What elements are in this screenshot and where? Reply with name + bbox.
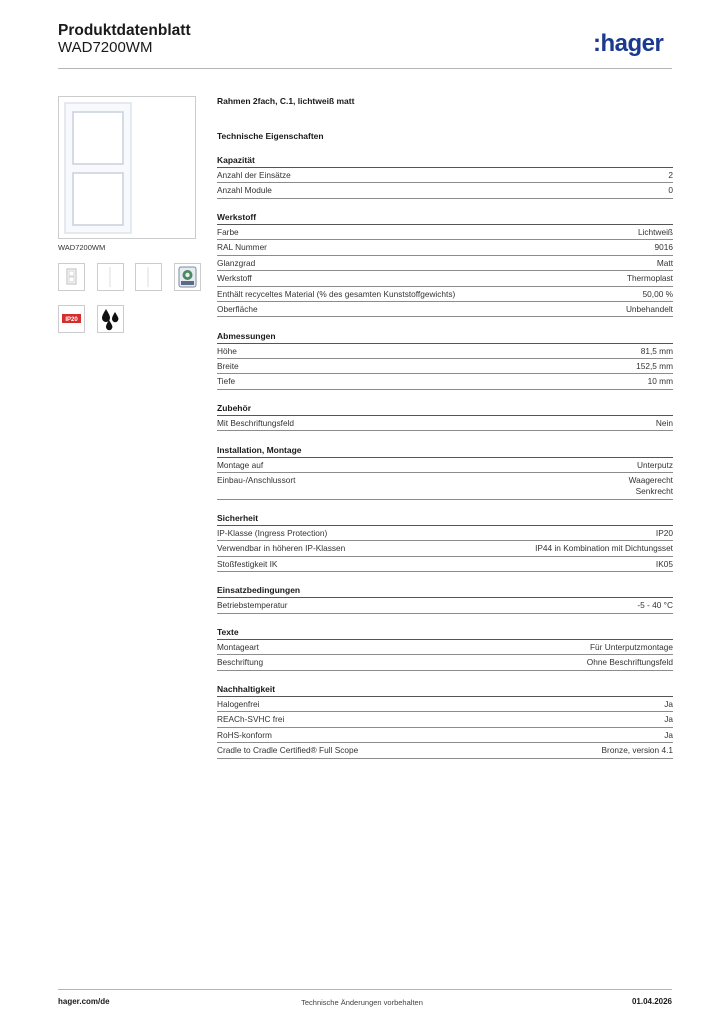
property-label: Werkstoff <box>217 273 252 284</box>
property-section <box>217 402 673 431</box>
property-row <box>217 728 673 743</box>
section-heading: Nachhaltigkeit <box>217 683 673 697</box>
section-spacer <box>217 390 673 402</box>
property-value: IK05 <box>655 558 673 569</box>
property-row <box>217 344 673 359</box>
frame-blank-thumb-2[interactable] <box>135 263 162 291</box>
property-value: 2 <box>668 170 673 180</box>
property-label: Beschriftung <box>217 657 264 668</box>
property-value: Nein <box>655 418 673 429</box>
property-label: Einbau-/Anschlussort <box>217 475 296 486</box>
property-value: 50,00 % <box>642 288 673 299</box>
property-row <box>217 256 673 271</box>
property-section <box>217 330 673 390</box>
property-value: Waagerecht Senkrecht <box>628 475 673 497</box>
property-row <box>217 655 673 670</box>
property-value: Ja <box>664 699 673 710</box>
property-label: Glanzgrad <box>217 257 256 268</box>
property-value: Unbehandelt <box>625 304 673 315</box>
property-row <box>217 743 673 758</box>
property-label: Halogenfrei <box>217 699 260 710</box>
property-value: Bronze, version 4.1 <box>601 745 673 756</box>
property-row <box>217 473 673 500</box>
property-label: RoHS-konform <box>217 729 272 740</box>
section-spacer <box>217 614 673 626</box>
property-row <box>217 240 673 255</box>
property-row <box>217 458 673 473</box>
property-label: Höhe <box>217 345 237 356</box>
property-label: Tiefe <box>217 376 236 387</box>
property-section <box>217 584 673 613</box>
property-value: IP20 <box>655 528 673 539</box>
section-heading: Texte <box>217 626 673 640</box>
property-label: Enthält recyceltes Material (% des gesamten Kunststoffgewichts) <box>217 288 456 299</box>
property-row <box>217 526 673 541</box>
property-label: Montage auf <box>217 459 264 470</box>
ip20-badge-text: IP20 <box>65 317 78 323</box>
property-label: Cradle to Cradle Certified® Full Scope <box>217 745 359 756</box>
property-label: Stoßfestigkeit IK <box>217 558 278 569</box>
frame-blank-thumb-1[interactable] <box>97 263 124 291</box>
frame-single-thumb[interactable] <box>58 263 85 291</box>
section-subtitle: Technische Eigenschaften <box>217 131 324 141</box>
property-section <box>217 444 673 500</box>
water-drops-icon <box>98 306 123 332</box>
section-spacer <box>217 199 673 211</box>
property-label: Oberfläche <box>217 304 258 315</box>
water-drops-thumb[interactable] <box>97 305 124 333</box>
section-spacer <box>217 500 673 512</box>
section-heading: Werkstoff <box>217 211 673 225</box>
property-label: Betriebstemperatur <box>217 600 288 611</box>
product-caption: WAD7200WM <box>58 243 106 252</box>
hager-logo <box>593 28 673 58</box>
property-row <box>217 374 673 389</box>
section-heading: Sicherheit <box>217 512 673 526</box>
property-label: Anzahl Module <box>217 185 272 196</box>
frame-blank-icon <box>98 264 123 290</box>
property-value: Ohne Beschriftungsfeld <box>586 657 673 668</box>
page-title: Produktdatenblatt <box>58 22 191 39</box>
header-divider <box>58 68 672 69</box>
property-row <box>217 697 673 712</box>
ip20-thumb[interactable] <box>58 305 85 333</box>
property-section <box>217 512 673 572</box>
property-row <box>217 271 673 286</box>
property-value: -5 - 40 °C <box>637 600 673 611</box>
property-value: Matt <box>656 257 673 268</box>
property-label: Anzahl der Einsätze <box>217 170 291 180</box>
property-value: 81,5 mm <box>640 345 673 356</box>
property-value: Lichtweiß <box>637 227 673 237</box>
property-row <box>217 640 673 655</box>
section-heading: Abmessungen <box>217 330 673 344</box>
section-spacer <box>217 317 673 329</box>
property-row <box>217 557 673 572</box>
property-section <box>217 211 673 317</box>
section-heading: Kapazität <box>217 154 673 168</box>
property-value: 10 mm <box>647 376 673 387</box>
property-row <box>217 183 673 198</box>
property-row <box>217 287 673 302</box>
property-value: 9016 <box>654 242 673 253</box>
product-code: WAD7200WM <box>58 39 153 56</box>
section-heading: Installation, Montage <box>217 444 673 458</box>
property-row <box>217 359 673 374</box>
property-label: RAL Nummer <box>217 242 267 253</box>
frame-2fach-image <box>59 97 195 238</box>
footer-website[interactable]: hager.com/de <box>58 997 110 1006</box>
property-row <box>217 416 673 431</box>
properties-list <box>217 154 673 759</box>
frame-blank-icon <box>136 264 161 290</box>
property-label: Montageart <box>217 642 259 653</box>
product-image <box>58 96 196 239</box>
property-value: IP44 in Kombination mit Dichtungsset <box>535 543 673 554</box>
footer-divider <box>58 989 672 990</box>
section-spacer <box>217 572 673 584</box>
property-row <box>217 598 673 613</box>
property-label: REACh-SVHC frei <box>217 714 285 725</box>
property-value: Thermoplast <box>626 273 673 284</box>
logo-text: :hager <box>593 30 664 57</box>
section-heading: Einsatzbedingungen <box>217 584 673 598</box>
property-row <box>217 541 673 556</box>
frame-single-icon <box>59 264 84 290</box>
property-label: Mit Beschriftungsfeld <box>217 418 295 429</box>
property-value: Unterputz <box>637 459 673 470</box>
property-row <box>217 712 673 727</box>
property-label: IP-Klasse (Ingress Protection) <box>217 528 328 539</box>
section-heading: Zubehör <box>217 402 673 416</box>
property-label: Breite <box>217 361 239 372</box>
ip20-icon <box>59 306 84 332</box>
property-section <box>217 683 673 759</box>
property-value: Ja <box>664 714 673 725</box>
property-label: Verwendbar in höheren IP-Klassen <box>217 543 346 554</box>
property-value: Für Unterputzmontage <box>589 642 673 653</box>
property-row <box>217 302 673 317</box>
property-section <box>217 154 673 199</box>
footer-disclaimer: Technische Änderungen vorbehalten <box>301 998 423 1007</box>
property-label: Farbe <box>217 227 239 237</box>
property-value: Ja <box>664 729 673 740</box>
property-value: 0 <box>668 185 673 196</box>
property-section <box>217 626 673 671</box>
property-row <box>217 168 673 183</box>
section-spacer <box>217 431 673 443</box>
product-title: Rahmen 2fach, C.1, lichtweiß matt <box>217 96 355 106</box>
property-row <box>217 225 673 240</box>
footer-date: 01.04.2026 <box>631 997 672 1006</box>
property-value: 152,5 mm <box>636 361 673 372</box>
section-spacer <box>217 671 673 683</box>
cradle-to-cradle-thumb[interactable] <box>174 263 201 291</box>
cradle-to-cradle-icon <box>175 264 200 290</box>
